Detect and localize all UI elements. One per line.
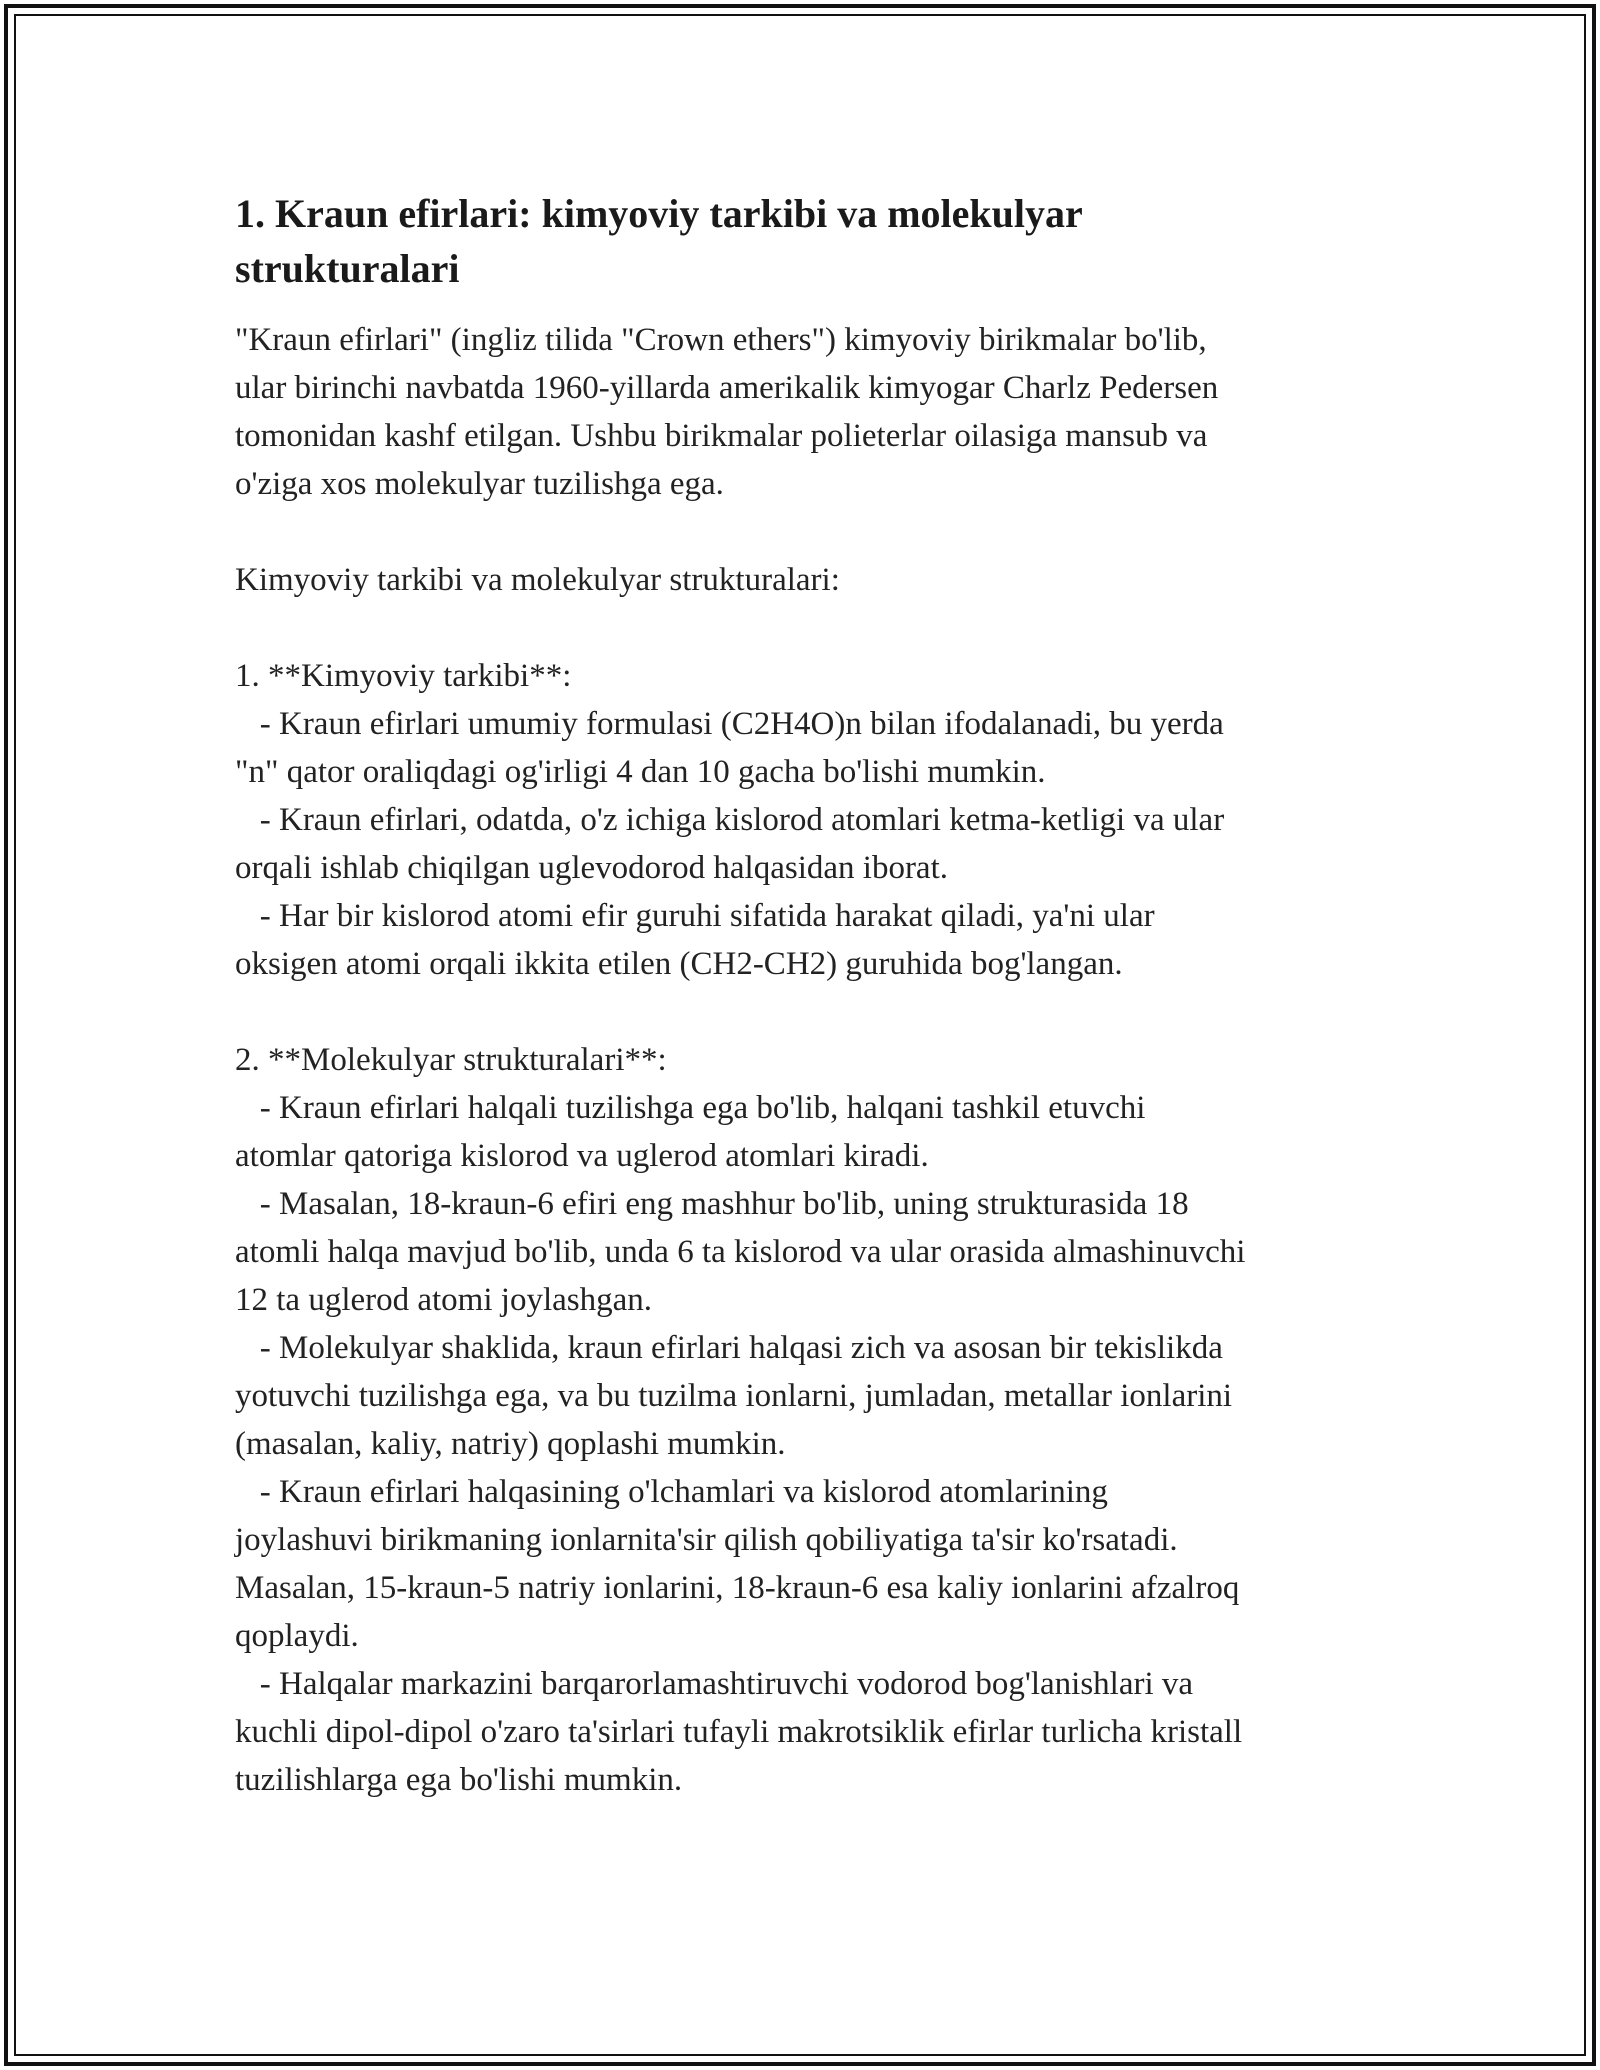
document-body: "Kraun efirlari" (ingliz tilida "Crown ethers") kimyoviy birikmalar bo'lib, ular birinchi navbatda 1960-yillarda amerikalik kimyogar Charlz Pedersen tomonidan kashf etilgan. Ushbu birikmalar polieterlar oilasiga mansub va o'ziga xos molekulyar tuzilishga ega. Kimyoviy tarkibi va molekulyar strukturalari: 1. **Kimyoviy tarkibi**: - Kraun efirlari umumiy formulasi (C2H4O)n bilan ifodalanadi, bu yerda "n" qator oraliqdagi og'irligi 4 dan 10 gacha bo'lishi mumkin. - Kraun efirlari, odatda, o'z ichiga kislorod atomlari ketma-ketligi va ular orqali ishlab chiqilgan uglevodorod halqasidan iborat. - Har bir kislorod atomi efir guruhi sifatida harakat qiladi, ya'ni ular oksigen atomi orqali ikkita etilen (CH2-CH2) guruhida bog'langan. 2. **Molekulyar strukturalari**: - Kraun efirlari halqali tuzilishga ega bo'lib, halqani tashkil etuvchi atomlar qatoriga kislorod va uglerod atomlari kiradi. - Masalan, 18-kraun-6 efiri eng mashhur bo'lib, uning strukturasida 18 atomli halqa mavjud bo'lib, unda 6 ta kislorod va ular orasida almashinuvchi 12 ta uglerod atomi joylashgan. - Molekulyar shaklida, kraun efirlari halqasi zich va asosan bir tekislikda yotuvchi tuzilishga ega, va bu tuzilma ionlarni, jumladan, metallar ionlarini (masalan, kaliy, natriy) qoplashi mumkin. - Kraun efirlari halqasining o'lchamlari va kislorod atomlarining joylashuvi birikmaning ionlarnita'sir qilish qobiliyatiga ta'sir ko'rsatadi. Masalan, 15-kraun-5 natriy ionlarini, 18-kraun-6 esa kaliy ionlarini afzalroq qoplaydi. - Halqalar markazini barqarorlamashtiruvchi vodorod bog'lanishlari va kuchli dipol-dipol o'zaro ta'sirlari tufayli makrotsiklik efirlar turlicha kristall tuzilishlarga ega bo'lishi mumkin.: [235, 322, 1246, 1798]
document-content: [235, 186, 1385, 1804]
document-title: 1. Kraun efirlari: kimyoviy tarkibi va molekulyar strukturalari: [235, 191, 1083, 291]
